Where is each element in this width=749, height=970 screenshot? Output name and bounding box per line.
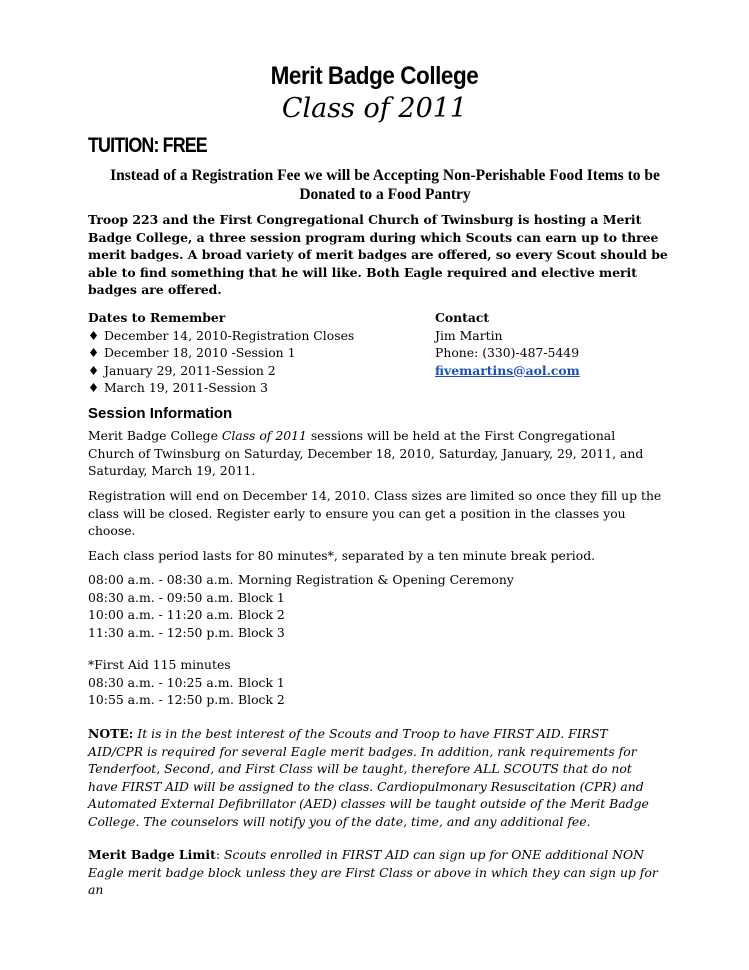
schedule-row: 10:00 a.m. - 11:20 a.m. Block 2 [88,607,285,622]
diamond-bullet-icon: ♦ [88,345,100,360]
note-paragraph: NOTE: It is in the best interest of the Scouts and Troop to have FIRST AID. FIRST AID/CPR is required for several Eagle merit badges. In addition, rank requirements for Tenderfoot, Second, and First Class will be taught, therefore ALL SCOUTS that do not have FIRST AID will be assigned to the class. Cardiopulmonary Resuscitation (CPR) and Automated External Defibrillator (AED) classes will be taught outside of the Merit Badge College. The counselors will notify you of the date, time, and any additional fee. [88,726,649,829]
merit-badge-limit-paragraph: Merit Badge Limit: Scouts enrolled in FIRST AID can sign up for ONE additional NON Eagle merit badge block unless they are First Class or above in which they can sign up for an [88,847,658,897]
date-item: ♦ January 29, 2011-Session 2 [88,362,276,378]
diamond-bullet-icon: ♦ [88,380,100,395]
class-name-italic: Class of 2011 [221,428,307,443]
schedule-row: 08:30 a.m. - 09:50 a.m. Block 1 [88,589,285,605]
session-heading: Session Information [88,405,233,422]
dates-section [88,309,388,397]
food-pantry-notice: Instead of a Registration Fee we will be Accepting Non-Perishable Food Items to be Donated to a Food Pantry [110,167,660,203]
limit-label: Merit Badge Limit [88,847,216,862]
contact-email-link[interactable]: fivemartins@aol.com [435,362,580,378]
schedule-row: 08:30 a.m. - 10:25 a.m. Block 1 [88,674,285,690]
session-paragraph: Merit Badge College Class of 2011 sessions will be held at the First Congregational Church of Twinsburg on Saturday, December 18, 2010, Saturday, January, 29, 2011, and Saturday, March 19, 2011. [88,428,644,478]
schedule-row: 10:55 a.m. - 12:50 p.m. Block 2 [88,692,285,707]
date-item: ♦ December 14, 2010-Registration Closes [88,327,355,343]
schedule-table [88,571,514,641]
class-period-paragraph: Each class period lasts for 80 minutes*, separated by a ten minute break period. [88,548,596,563]
diamond-bullet-icon: ♦ [88,327,100,343]
contact-name: Jim Martin [435,327,503,343]
first-aid-schedule [88,656,285,709]
date-item: ♦ March 19, 2011-Session 3 [88,380,268,395]
contact-section [435,309,695,379]
contact-phone: Phone: (330)-487-5449 [435,345,580,360]
intro-paragraph: Troop 223 and the First Congregational Church of Twinsburg is hosting a Merit Badge College, a three session program during which Scouts can earn up to three merit badges. A broad variety of merit badges are offered, so every Scout should be able to find something that he will like. Both Eagle required and elective merit badges are offered. [88,212,668,297]
first-aid-heading: *First Aid 115 minutes [88,657,231,672]
page-subtitle: Class of 2011 [281,93,468,124]
date-item: ♦ December 18, 2010 -Session 1 [88,345,296,360]
tuition-heading: TUITION: FREE [88,134,207,157]
registration-paragraph: Registration will end on December 14, 2010. Class sizes are limited so once they fill up the class will be closed. Register early to ensure you can get a position in the classes you choose. [88,488,662,538]
schedule-row: 11:30 a.m. - 12:50 p.m. Block 3 [88,624,285,640]
dates-heading: Dates to Remember [88,310,226,325]
contact-heading: Contact [435,310,490,325]
schedule-row: 08:00 a.m. - 08:30 a.m. Morning Registration & Opening Ceremony [88,572,514,587]
note-label: NOTE: [88,726,134,741]
diamond-bullet-icon: ♦ [88,362,100,378]
page-title: Merit Badge College [270,62,479,90]
